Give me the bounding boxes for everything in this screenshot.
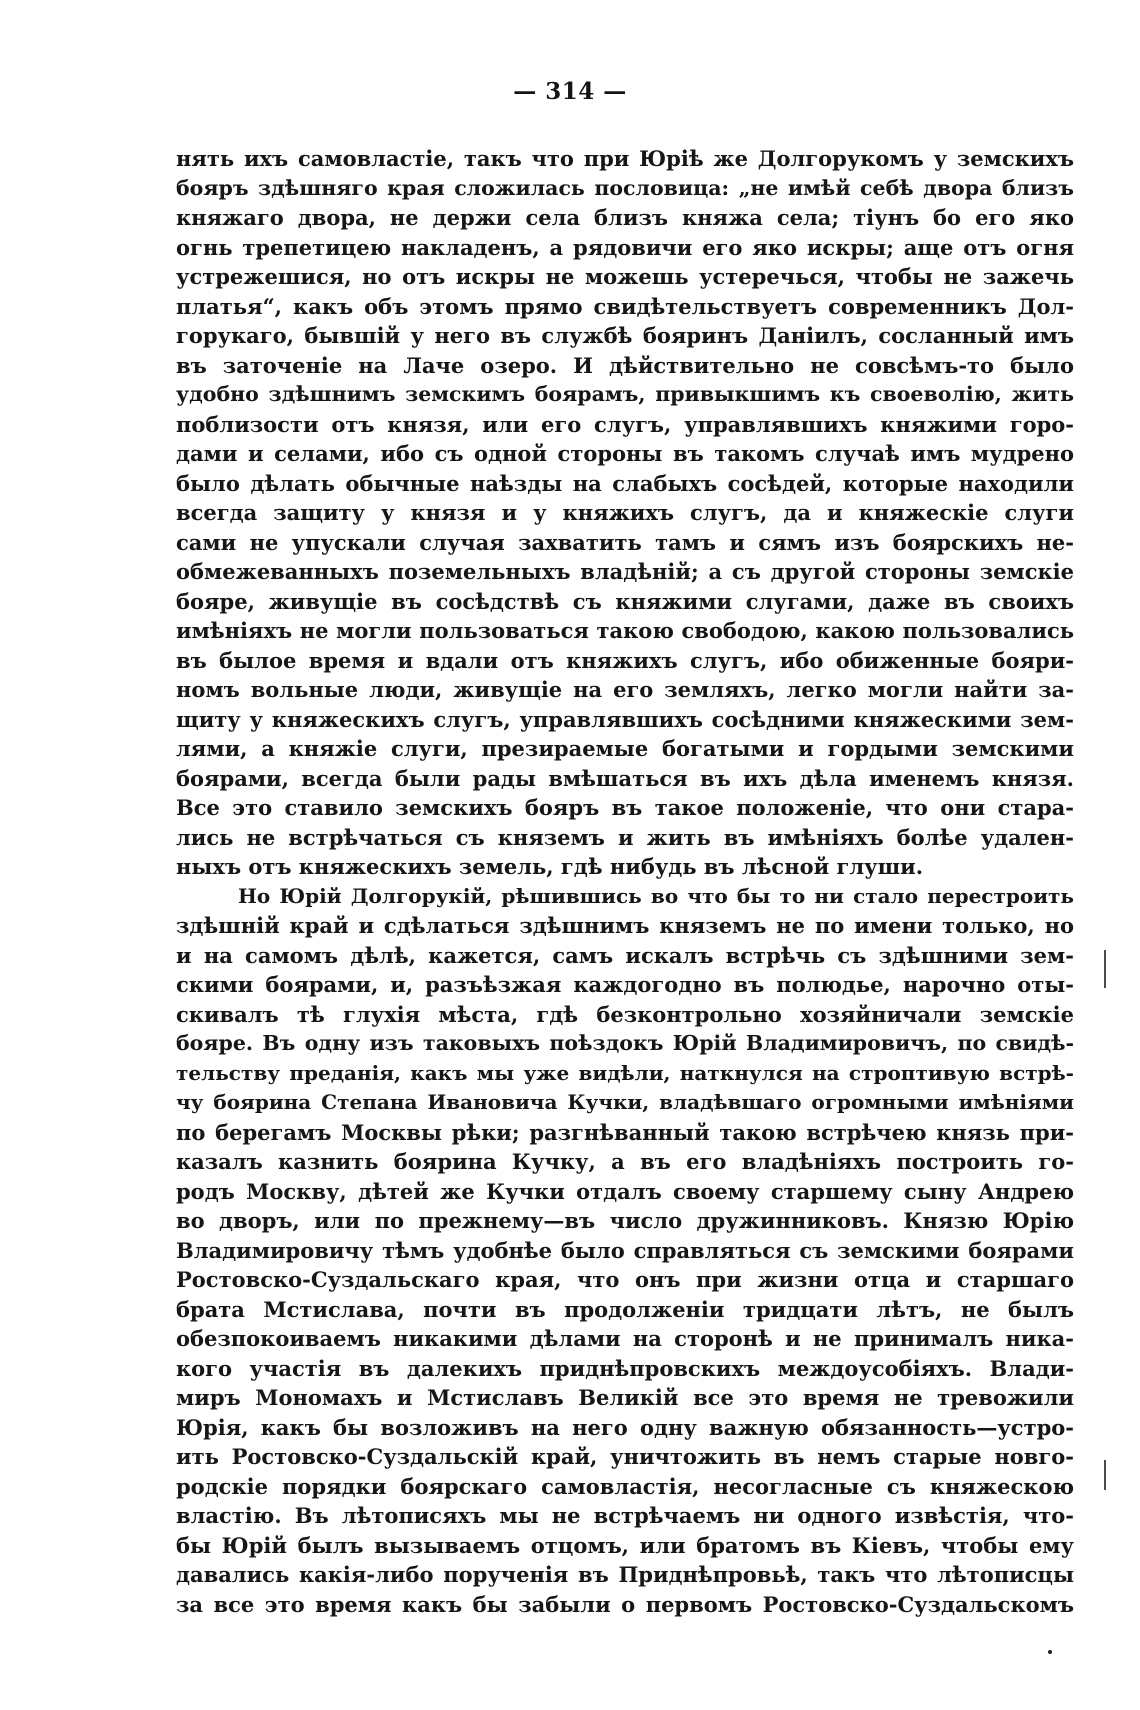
text-line: властію. Въ лѣтописяхъ мы не встрѣчаемъ ни одного извѣстія, что- xyxy=(176,1503,1074,1528)
text-line: было дѣлать обычные наѣзды на слабыхъ сосѣдей, которые находили xyxy=(176,470,1074,496)
text-line: во дворъ, или по прежнему—въ число дружинниковъ. Князю Юрію xyxy=(176,1208,1074,1233)
text-line: Ростовско-Суздальскаго края, что онъ при жизни отца и старшаго xyxy=(176,1267,1074,1292)
text-line: бы Юрій былъ вызываемъ отцомъ, или братомъ въ Кіевъ, чтобы ему xyxy=(176,1532,1074,1558)
text-line: ить Ростовско-Суздальскій край, уничтожить въ немъ старые новго- xyxy=(176,1444,1074,1469)
text-line: чу боярина Степана Ивановича Кучки, владѣвшаго огромными имѣніями xyxy=(176,1090,1074,1114)
text-line: удобно здѣшнимъ земскимъ боярамъ, привыкшимъ къ своеволію, жить xyxy=(176,382,1074,406)
text-line: кого участія въ далекихъ приднѣпровскихъ междоусобіяхъ. Влади- xyxy=(176,1355,1074,1381)
body-text xyxy=(176,144,1074,1619)
text-line: Юрія, какъ бы возложивъ на него одну важную обязанность—устро- xyxy=(176,1414,1074,1440)
text-line: Но Юрій Долгорукій, рѣшившись во что бы то ни стало перестроить xyxy=(238,883,1074,908)
text-line: бояръ здѣшняго края сложилась пословица: „не имѣй себѣ двора близъ xyxy=(176,175,1074,200)
text-line: Владимировичу тѣмъ удобнѣе было справляться съ земскими боярами xyxy=(176,1237,1074,1263)
text-line: огнь трепетицею накладенъ, а рядовичи его яко искры; аще отъ огня xyxy=(176,234,1074,260)
text-line: устрежешися, но отъ искры не можешь устеречься, чтобы не зажечь xyxy=(176,264,1074,289)
text-line: номъ вольные люди, живущіе на его земляхъ, легко могли найти за- xyxy=(176,677,1074,702)
text-line: княжаго двора, не держи села близъ княжа села; тіунъ бо его яко xyxy=(176,205,1074,230)
text-line: давались какія-либо порученія въ Приднѣпровьѣ, такъ что лѣтописцы xyxy=(176,1562,1074,1587)
text-line: по берегамъ Москвы рѣки; разгнѣванный такою встрѣчею князь при- xyxy=(176,1119,1074,1145)
scan-speck xyxy=(1048,1650,1052,1654)
text-line: бояре, живущіе въ сосѣдствѣ съ княжими слугами, даже въ своихъ xyxy=(176,588,1074,614)
text-line: боярами, всегда были рады вмѣшаться въ ихъ дѣла именемъ князя. xyxy=(176,765,1074,791)
text-line: скими боярами, и, разъѣзжая каждогодно въ полюдье, нарочно оты- xyxy=(176,972,1074,997)
text-line: въ былое время и вдали отъ княжихъ слугъ, ибо обиженные бояри- xyxy=(176,647,1074,673)
text-line: за все это время какъ бы забыли о первомъ Ростовско-Суздальскомъ xyxy=(176,1591,1074,1617)
text-line: имѣніяхъ не могли пользоваться такою свободою, какою пользовались xyxy=(176,618,1074,643)
text-line: сами не упускали случая захватить тамъ и сямъ изъ боярскихъ не- xyxy=(176,529,1074,555)
text-line: бояре. Въ одну изъ таковыхъ поѣздокъ Юрій Владимировичъ, по свидѣ- xyxy=(176,1031,1074,1055)
text-line: всегда защиту у князя и у княжихъ слугъ, да и княжескіе слуги xyxy=(176,500,1074,525)
text-line: ныхъ отъ княжескихъ земель, гдѣ нибудь въ лѣсной глуши. xyxy=(176,854,924,879)
page-number: — 314 — xyxy=(513,78,627,105)
text-line: родскіе порядки боярскаго самовластія, несогласные съ княжескою xyxy=(176,1473,1074,1499)
text-line: поблизости отъ князя, или его слугъ, управлявшихъ княжими горо- xyxy=(176,411,1074,437)
text-line: казалъ казнить боярина Кучку, а въ его владѣніяхъ построить го- xyxy=(176,1149,1074,1174)
text-line: брата Мстислава, почти въ продолженіи тридцати лѣтъ, не былъ xyxy=(176,1296,1074,1322)
text-line: тельству преданія, какъ мы уже видѣли, наткнулся на строптивую встрѣ- xyxy=(176,1060,1074,1085)
scan-edge-mark xyxy=(1104,950,1106,988)
text-line: въ заточеніе на Лаче озеро. И дѣйствительно не совсѣмъ-то было xyxy=(176,352,1074,378)
text-line: щиту у княжескихъ слугъ, управлявшихъ сосѣдними княжескими зем- xyxy=(176,706,1074,732)
text-line: обмежеванныхъ поземельныхъ владѣній; а съ другой стороны земскіе xyxy=(176,559,1074,584)
text-line: лись не встрѣчаться съ княземъ и жить въ имѣніяхъ болѣе удален- xyxy=(176,824,1074,850)
text-line: дами и селами, ибо съ одной стороны въ такомъ случаѣ имъ мудрено xyxy=(176,441,1074,466)
text-line: и на самомъ дѣлѣ, кажется, самъ искалъ встрѣчь съ здѣшними зем- xyxy=(176,942,1074,968)
text-line: миръ Мономахъ и Мстиславъ Великій все это время не тревожили xyxy=(176,1385,1074,1410)
text-line: скивалъ тѣ глухія мѣста, гдѣ безконтрольно хозяйничали земскіе xyxy=(176,1001,1074,1027)
text-line: горукаго, бывшій у него въ службѣ бояринъ Даніилъ, сосланный имъ xyxy=(176,323,1074,348)
text-line: Все это ставило земскихъ бояръ въ такое положеніе, что они стара- xyxy=(176,795,1074,820)
text-line: лями, а княжіе слуги, презираемые богатыми и гордыми земскими xyxy=(176,736,1074,761)
text-line: нять ихъ самовластіе, такъ что при Юріѣ же Долгорукомъ у земскихъ xyxy=(176,146,1074,171)
text-line: здѣшній край и сдѣлаться здѣшнимъ княземъ не по имени только, но xyxy=(176,913,1074,938)
text-line: родъ Москву, дѣтей же Кучки отдалъ своему старшему сыну Андрею xyxy=(176,1178,1074,1204)
scan-edge-mark xyxy=(1104,1460,1106,1490)
text-line: платья“, какъ объ этомъ прямо свидѣтельствуетъ современникъ Дол- xyxy=(176,293,1074,319)
text-line: обезпокоиваемъ никакими дѣлами на сторонѣ и не принималъ ника- xyxy=(176,1326,1074,1351)
